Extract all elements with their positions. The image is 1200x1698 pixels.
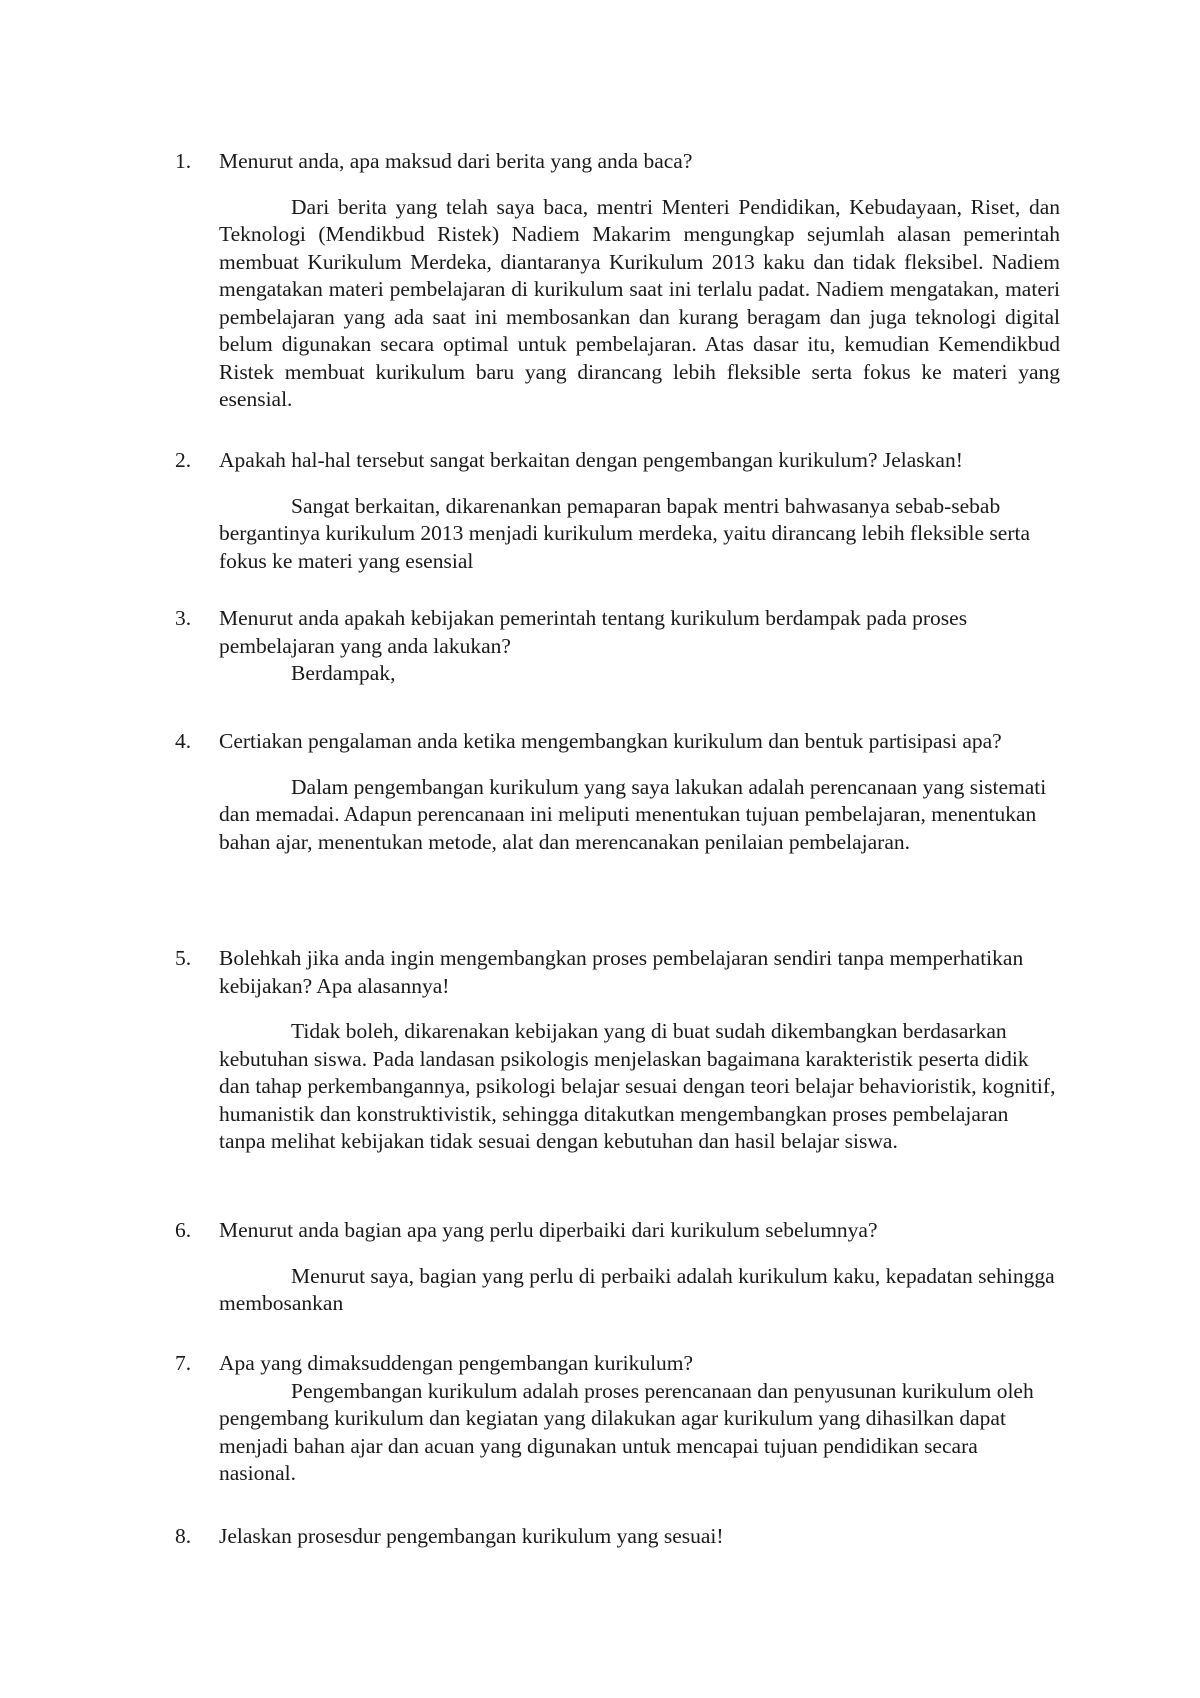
question-number: 5. — [175, 946, 192, 970]
question-text: Menurut anda, apa maksud dari berita yang anda baca? — [219, 149, 693, 173]
question-number: 2. — [175, 448, 192, 472]
question-number: 3. — [175, 606, 192, 630]
answer-paragraph: Berdampak, — [291, 661, 396, 685]
question-number: 7. — [175, 1351, 192, 1375]
question-text: Menurut anda apakah kebijakan pemerintah tentang kurikulum berdampak pada proses pembelajaran yang anda lakukan? — [219, 606, 968, 658]
answer-paragraph: Dalam pengembangan kurikulum yang saya lakukan adalah perencanaan yang sistemati dan memadai. Adapun perencanaan ini meliputi menentukan tujuan pembelajaran, menentukan bahan ajar, menentukan metode, alat dan merencanakan penilaian pembelajaran. — [219, 774, 1047, 854]
question-item-8 — [175, 1523, 1060, 1551]
answer-paragraph: Pengembangan kurikulum adalah proses perencanaan dan penyusunan kurikulum oleh pengembang kurikulum dan kegiatan yang dilakukan agar kurikulum yang dihasilkan dapat menjadi bahan ajar dan acuan yang digunakan untuk mencapai tujuan pendidikan secara nasional. — [219, 1378, 1034, 1485]
question-item-1 — [175, 148, 1060, 414]
question-item-7 — [175, 1350, 1060, 1488]
question-text: Menurut anda bagian apa yang perlu diperbaiki dari kurikulum sebelumnya? — [219, 1218, 878, 1242]
question-number: 6. — [175, 1218, 192, 1242]
question-item-2 — [175, 447, 1060, 575]
question-text: Apa yang dimaksuddengan pengembangan kurikulum? — [219, 1351, 694, 1375]
answer-paragraph: Dari berita yang telah saya baca, mentri Menteri Pendidikan, Kebudayaan, Riset, dan Teknologi (Mendikbud Ristek) Nadiem Makarim mengungkap sejumlah alasan pemerintah membuat Kurikulum Merdeka, diantaranya Kurikulum 2013 kaku dan tidak fleksibel. Nadiem mengatakan materi pembelajaran di kurikulum saat ini terlalu padat. Nadiem mengatakan, materi pembelajaran yang ada saat ini membosankan dan kurang beragam dan juga teknologi digital belum digunakan secara optimal untuk pembelajaran. Atas dasar itu, kemudian Kemendikbud Ristek membuat kurikulum baru yang dirancang lebih fleksible serta fokus ke materi yang esensial. — [219, 194, 1060, 411]
question-number: 1. — [175, 149, 192, 173]
question-item-6 — [175, 1217, 1060, 1318]
question-text: Bolehkah jika anda ingin mengembangkan proses pembelajaran sendiri tanpa memperhatikan kebijakan? Apa alasannya! — [219, 946, 1024, 998]
question-number: 8. — [175, 1524, 192, 1548]
answer-paragraph: Menurut saya, bagian yang perlu di perbaiki adalah kurikulum kaku, kepadatan sehingga membosankan — [219, 1263, 1055, 1315]
question-item-3 — [175, 605, 1060, 688]
answer-paragraph: Sangat berkaitan, dikarenankan pemaparan bapak mentri bahwasanya sebab-sebab bergantinya kurikulum 2013 menjadi kurikulum merdeka, yaitu dirancang lebih fleksible serta fokus ke materi yang esensial — [219, 493, 1031, 573]
question-text: Certiakan pengalaman anda ketika mengembangkan kurikulum dan bentuk partisipasi apa? — [219, 729, 1002, 753]
question-text: Jelaskan prosesdur pengembangan kurikulum yang sesuai! — [219, 1524, 724, 1548]
question-text: Apakah hal-hal tersebut sangat berkaitan dengan pengembangan kurikulum? Jelaskan! — [219, 448, 963, 472]
question-item-5 — [175, 945, 1060, 1156]
question-number: 4. — [175, 729, 192, 753]
question-item-4 — [175, 728, 1060, 856]
answer-paragraph: Tidak boleh, dikarenakan kebijakan yang di buat sudah dikembangkan berdasarkan kebutuhan siswa. Pada landasan psikologis menjelaskan bagaimana karakteristik peserta didik dan tahap perkembangannya, psikologi belajar sesuai dengan teori belajar behavioristik, kognitif, humanistik dan konstruktivistik, sehingga ditakutkan mengembangkan proses pembelajaran tanpa melihat kebijakan tidak sesuai dengan kebutuhan dan hasil belajar siswa. — [219, 1019, 1056, 1153]
